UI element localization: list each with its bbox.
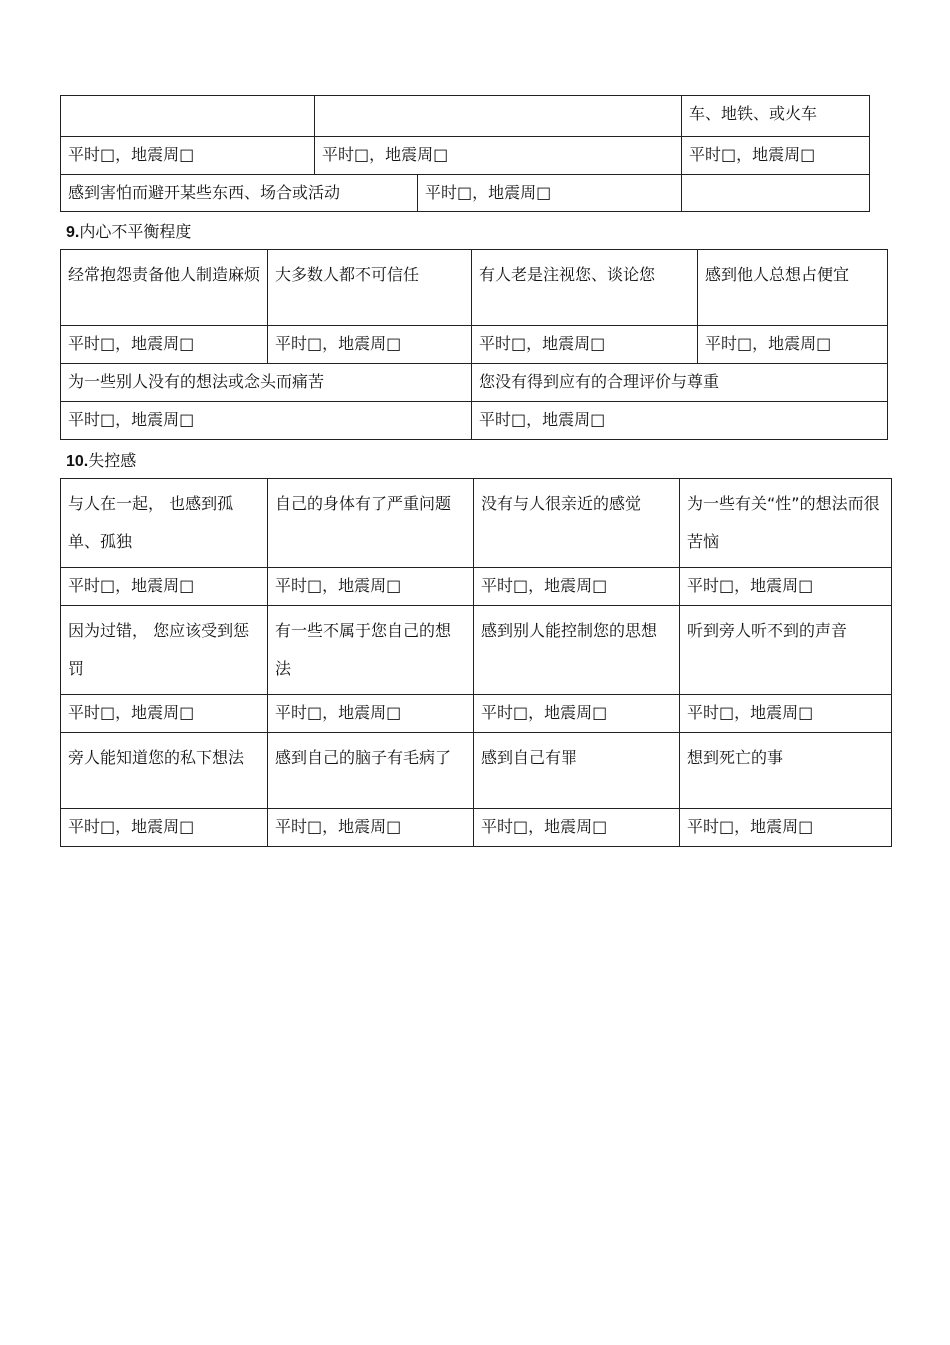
table-row bbox=[61, 606, 892, 695]
symptom-cell: 有人老是注视您、谈论您 bbox=[472, 250, 698, 326]
section-number: 10. bbox=[66, 453, 89, 470]
symptom-cell: 感到他人总想占便宜 bbox=[698, 250, 888, 326]
option-cell[interactable]: 平时□，地震周□ bbox=[61, 402, 472, 440]
option-cell[interactable]: 平时□，地震周□ bbox=[698, 326, 888, 364]
section-heading-9 bbox=[66, 219, 191, 242]
option-cell[interactable]: 平时□，地震周□ bbox=[680, 809, 892, 847]
symptom-cell: 没有与人很亲近的感觉 bbox=[474, 479, 680, 568]
option-cell[interactable]: 平时□，地震周□ bbox=[268, 568, 474, 606]
symptom-cell: 自己的身体有了严重问题 bbox=[268, 479, 474, 568]
symptom-cell: 有一些不属于您自己的想法 bbox=[268, 606, 474, 695]
symptom-cell: 旁人能知道您的私下想法 bbox=[61, 733, 268, 809]
symptom-cell: 经常抱怨责备他人制造麻烦 bbox=[61, 250, 268, 326]
section-title: 失控感 bbox=[88, 451, 137, 470]
symptom-cell: 为一些有关“性”的想法而很苦恼 bbox=[680, 479, 892, 568]
table-section-10 bbox=[60, 478, 892, 847]
table-row bbox=[61, 175, 870, 212]
option-cell[interactable]: 平时□，地震周□ bbox=[268, 326, 472, 364]
table-cell bbox=[61, 96, 315, 137]
option-cell[interactable]: 平时□，地震周□ bbox=[268, 695, 474, 733]
table-row bbox=[61, 326, 888, 364]
symptom-cell: 感到别人能控制您的思想 bbox=[474, 606, 680, 695]
option-cell[interactable]: 平时□，地震周□ bbox=[680, 568, 892, 606]
table-row bbox=[61, 809, 892, 847]
option-cell[interactable]: 平时□，地震周□ bbox=[418, 175, 682, 212]
table-cell: 车、地铁、或火车 bbox=[682, 96, 870, 137]
option-cell[interactable]: 平时□，地震周□ bbox=[61, 695, 268, 733]
table-row bbox=[61, 568, 892, 606]
table-row bbox=[61, 479, 892, 568]
option-cell[interactable]: 平时□，地震周□ bbox=[680, 695, 892, 733]
option-cell[interactable]: 平时□，地震周□ bbox=[472, 402, 888, 440]
option-cell[interactable]: 平时□，地震周□ bbox=[474, 568, 680, 606]
table-row bbox=[61, 733, 892, 809]
table-cell: 感到害怕而避开某些东西、场合或活动 bbox=[61, 175, 418, 212]
symptom-cell: 感到自己的脑子有毛病了 bbox=[268, 733, 474, 809]
option-cell[interactable]: 平时□，地震周□ bbox=[61, 326, 268, 364]
symptom-cell: 因为过错， 您应该受到惩罚 bbox=[61, 606, 268, 695]
symptom-cell: 感到自己有罪 bbox=[474, 733, 680, 809]
option-cell[interactable]: 平时□，地震周□ bbox=[61, 137, 315, 175]
symptom-cell: 与人在一起， 也感到孤单、孤独 bbox=[61, 479, 268, 568]
option-cell[interactable]: 平时□，地震周□ bbox=[474, 809, 680, 847]
option-cell[interactable]: 平时□，地震周□ bbox=[315, 137, 682, 175]
table-section-9 bbox=[60, 249, 888, 440]
section-title: 内心不平衡程度 bbox=[79, 222, 192, 241]
option-cell[interactable]: 平时□，地震周□ bbox=[472, 326, 698, 364]
option-cell[interactable]: 平时□，地震周□ bbox=[61, 568, 268, 606]
section-heading-10 bbox=[66, 448, 136, 471]
option-cell[interactable]: 平时□，地震周□ bbox=[268, 809, 474, 847]
table-row bbox=[61, 364, 888, 402]
table-cell bbox=[315, 96, 682, 137]
table-row bbox=[61, 250, 888, 326]
section-number: 9. bbox=[66, 224, 80, 241]
symptom-cell: 大多数人都不可信任 bbox=[268, 250, 472, 326]
table-symptoms-continued bbox=[60, 95, 870, 212]
symptom-cell: 您没有得到应有的合理评价与尊重 bbox=[472, 364, 888, 402]
symptom-cell: 想到死亡的事 bbox=[680, 733, 892, 809]
symptom-cell: 听到旁人听不到的声音 bbox=[680, 606, 892, 695]
table-row bbox=[61, 96, 870, 137]
symptom-cell: 为一些别人没有的想法或念头而痛苦 bbox=[61, 364, 472, 402]
option-cell[interactable]: 平时□，地震周□ bbox=[61, 809, 268, 847]
option-cell[interactable]: 平时□，地震周□ bbox=[474, 695, 680, 733]
table-row bbox=[61, 695, 892, 733]
option-cell[interactable]: 平时□，地震周□ bbox=[682, 137, 870, 175]
table-row bbox=[61, 402, 888, 440]
table-row bbox=[61, 137, 870, 175]
table-cell bbox=[682, 175, 870, 212]
